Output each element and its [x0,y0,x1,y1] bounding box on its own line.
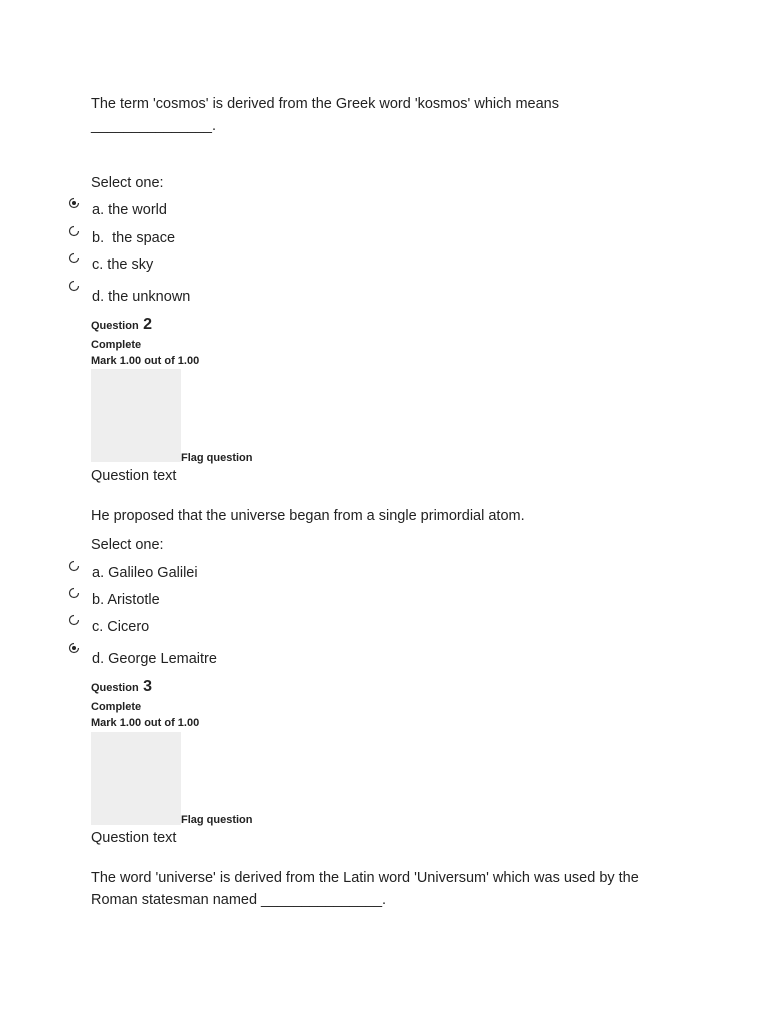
question-3-text-line1: The word 'universe' is derived from the Latin word 'Universum' which was used by the [91,870,639,886]
question-2-text: He proposed that the universe began from a single primordial atom. [91,508,525,524]
radio-unselected-icon[interactable] [68,280,80,292]
question-1-text-line1: The term 'cosmos' is derived from the Greek word 'kosmos' which means [91,96,559,112]
radio-unselected-icon[interactable] [68,614,80,626]
option-a-label[interactable]: a. Galileo Galilei [92,565,198,581]
flag-image-placeholder[interactable] [91,732,181,825]
option-c-label[interactable]: c. the sky [92,257,154,273]
question-mark: Mark 1.00 out of 1.00 [91,355,200,367]
question-mark: Mark 1.00 out of 1.00 [91,717,200,729]
question-1-text [91,93,559,137]
question-status: Complete [91,701,142,713]
question-1-text-line2: _______________. [91,118,216,134]
radio-selected-icon[interactable] [68,642,80,654]
question-text-heading: Question text [91,468,177,484]
question-number: 3 [143,678,153,695]
option-c-label[interactable]: c. Cicero [92,619,150,635]
option-b-label[interactable]: b. the space [92,230,176,246]
option-d-label[interactable]: d. the unknown [92,289,191,305]
question-word: Question [91,682,139,694]
question-word: Question [91,320,139,332]
option-a-label[interactable]: a. the world [92,202,167,218]
radio-unselected-icon[interactable] [68,225,80,237]
radio-unselected-icon[interactable] [68,252,80,264]
option-d-label[interactable]: d. George Lemaitre [92,651,217,667]
select-one-label: Select one: [91,175,164,191]
flag-question-link[interactable]: Flag question [181,814,253,826]
radio-unselected-icon[interactable] [68,560,80,572]
question-3-text [91,867,639,911]
radio-unselected-icon[interactable] [68,587,80,599]
flag-question-link[interactable]: Flag question [181,452,253,464]
question-3-text-line2: Roman statesman named _______________. [91,892,387,908]
option-b-label[interactable]: b. Aristotle [92,592,160,608]
question-text-heading: Question text [91,830,177,846]
radio-selected-icon[interactable] [68,197,80,209]
question-status: Complete [91,339,142,351]
select-one-label: Select one: [91,537,164,553]
question-number: 2 [143,316,153,333]
question-3-header [91,678,152,696]
flag-image-placeholder[interactable] [91,369,181,462]
question-2-header [91,316,152,334]
